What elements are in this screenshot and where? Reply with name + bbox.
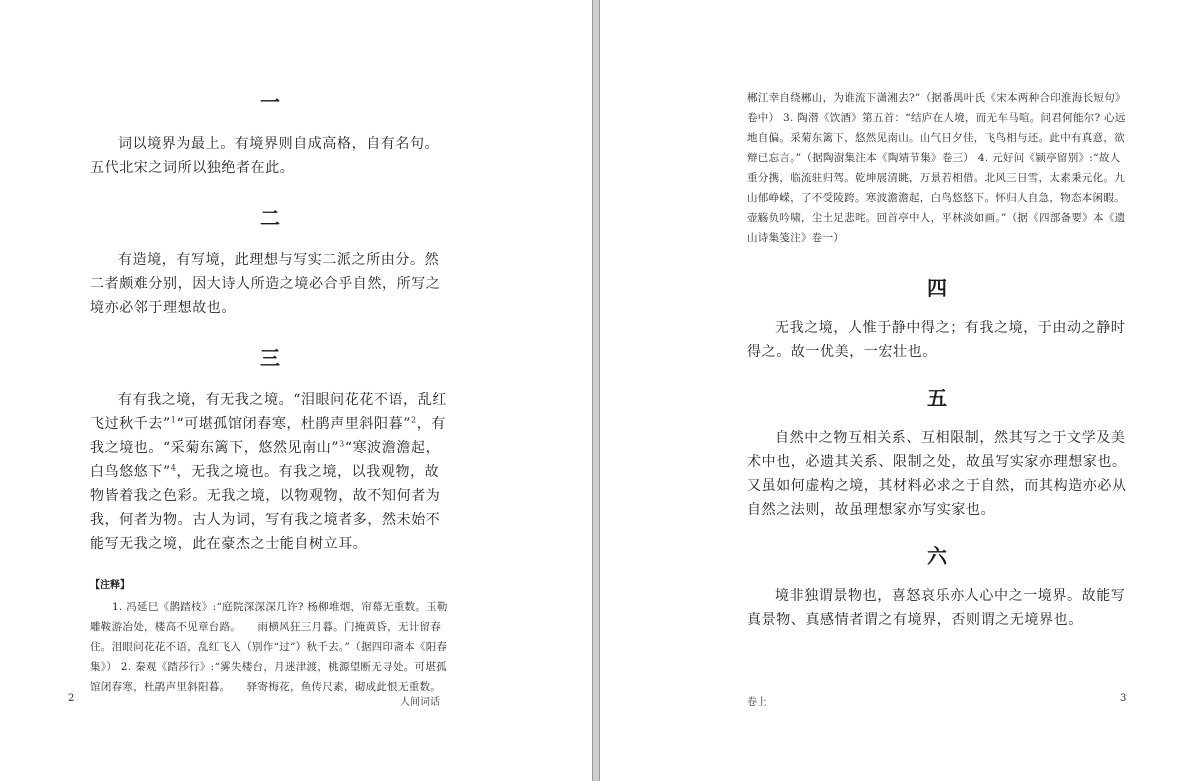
section-text-4: 无我之境，人惟于静中得之；有我之境，于由动之静时得之。故一优美，一宏壮也。 bbox=[747, 320, 1126, 360]
section-text-6: 境非独谓景物也，喜怒哀乐亦人心中之一境界。故能写真景物、真感情者谓之有境界，否则谓之无境界也。 bbox=[747, 588, 1126, 628]
section-text-1: 词以境界为最上。有境界则自成高格，自有名句。五代北宋之词所以独绝者在此。 bbox=[90, 136, 440, 176]
section-heading-6: 六 bbox=[927, 544, 947, 568]
page-number-left: 2 bbox=[68, 693, 75, 704]
section-text-3 bbox=[90, 388, 450, 556]
section-heading-1: 一 bbox=[260, 90, 280, 114]
section-heading-3: 三 bbox=[260, 346, 280, 370]
footnote-ref-1[interactable]: 1 bbox=[170, 415, 177, 425]
running-title-left: 人间词话 bbox=[400, 697, 440, 708]
footnote-ref-3[interactable]: 3 bbox=[339, 439, 345, 449]
section-heading-5: 五 bbox=[927, 386, 947, 410]
footnote-ref-4[interactable]: 4 bbox=[170, 463, 177, 473]
section-text-3-part-4: “寒波澹澹起，白鸟悠悠下” bbox=[90, 440, 441, 480]
running-title-right: 卷上 bbox=[747, 697, 767, 708]
section-text-3-part-2: “可堪孤馆闭春寒，杜鹃声里斜阳暮” bbox=[176, 416, 411, 432]
footnote-ref-2[interactable]: 2 bbox=[410, 415, 417, 425]
section-text-3-part-5: ，无我之境也。有我之境，以我观物，故物皆着我之色彩。无我之境，以物观物，故不知何者为我，何者为物。古人为词，写有我之境者多，然未始不能写无我之境，此在豪杰之士能自树立耳。 bbox=[90, 464, 441, 552]
right-page bbox=[600, 0, 1198, 781]
page-divider bbox=[592, 0, 600, 781]
section-heading-2: 二 bbox=[260, 206, 280, 230]
section-text-2: 有造境，有写境，此理想与写实二派之所由分。然二者颇难分别，因大诗人所造之境必合乎自然，所写之境亦必邻于理想故也。 bbox=[90, 252, 441, 316]
section-heading-4: 四 bbox=[927, 276, 947, 300]
page-number-right: 3 bbox=[1120, 693, 1127, 704]
notes-label: 【注释】 bbox=[90, 580, 130, 591]
section-text-3-part-1: 有有我之境，有无我之境。“泪眼问花花不语，乱红飞过秋千去” bbox=[90, 392, 447, 432]
left-page bbox=[0, 0, 592, 781]
section-text-5: 自然中之物互相关系、互相限制，然其写之于文学及美术中也，必遗其关系、限制之处，故虽写实家亦理想家也。又虽如何虚构之境，其材料必求之于自然，而其构造亦必从自然之法则，故虽理想家亦写实家也。 bbox=[747, 430, 1127, 518]
notes-text: 1. 冯延巳《鹊踏枝》:“庭院深深深几许? 杨柳堆烟，帘幕无重数。玉勒雕鞍游冶处，楼高不见章台路。 雨横风狂三月暮。门掩黄昏，无计留春住。泪眼问花花不语，乱红飞入（别作“过”）秋千去。”（据四印斋本《阳春集》） 2. 秦观《踏莎行》:“雾失楼台，月迷津渡，桃源望断无寻处。可堪孤馆闭春寒，杜鹃声里斜阳暮。 驿寄梅花，鱼传尺素，砌成此恨无重数。 bbox=[90, 601, 448, 693]
left-page-content bbox=[90, 88, 450, 697]
right-page-content bbox=[747, 88, 1127, 632]
section-text-3-part-3: ，有我之境也。“采菊东篱下，悠然见南山” bbox=[90, 416, 446, 456]
notes-text-continued: 郴江幸自绕郴山，为谁流下潇湘去?”（据番禺叶氏《宋本两种合印淮海长短句》卷中） 3. 陶潜《饮酒》第五首：“结庐在人境，而无车马喧。问君何能尔? 心远地自偏。采菊东篱下，悠然见南山。山气日夕佳，飞鸟相与还。此中有真意，欲辩已忘言。”（据陶澍集注本《陶靖节集》卷三） 4. 元好问《颍亭留别》:“故人重分携，临流驻归驾。乾坤展清眺，万景若相借。北风三日雪，太素秉元化。九山郁峥嵘，了不受陵跨。寒波澹澹起，白鸟悠悠下。怀归人自急，物态本闲暇。壶觞负吟啸，尘土足悲咤。回首亭中人，平林淡如画。”（据《四部备要》本《遗山诗集笺注》卷一） bbox=[747, 92, 1126, 244]
